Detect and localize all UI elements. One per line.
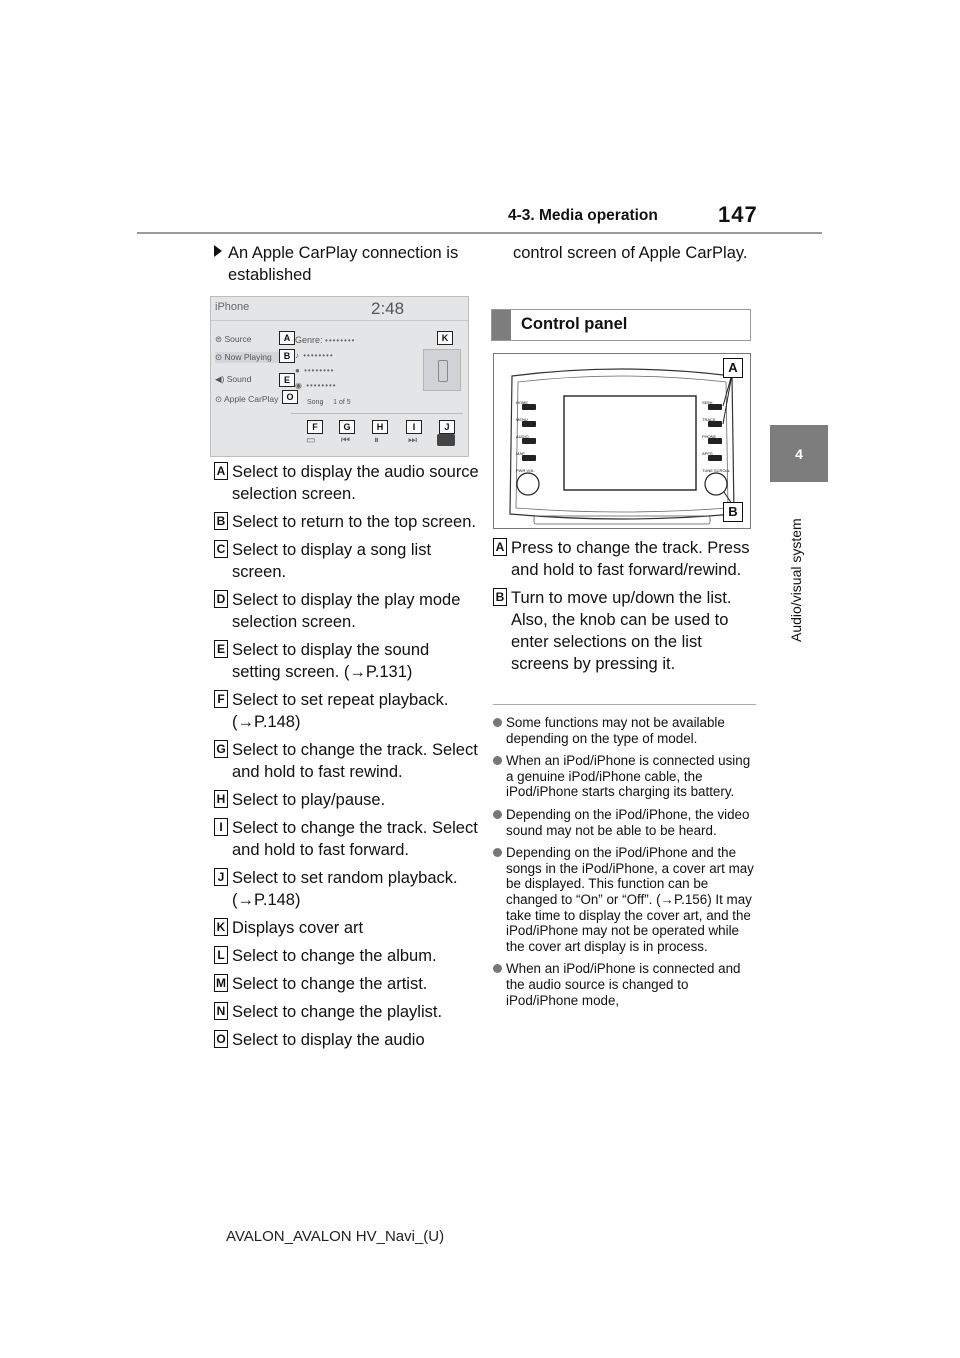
screen-menu-apple-carplay: ⊙ Apple CarPlay bbox=[215, 394, 279, 404]
legend-key: J bbox=[214, 868, 228, 886]
legend-text: Select to display the sound setting screen. (→P.131) bbox=[232, 641, 430, 681]
legend-key: H bbox=[214, 790, 228, 808]
legend-item bbox=[214, 461, 479, 505]
continued-text: control screen of Apple CarPlay. bbox=[513, 244, 748, 262]
chapter-label: Audio/visual system bbox=[788, 518, 804, 642]
usb-icon bbox=[423, 349, 461, 391]
note-text: When an iPod/iPhone is connected using a genuine iPod/iPhone cable, the iPod/iPhone starts charging its battery. bbox=[506, 753, 751, 800]
bullet-icon bbox=[493, 718, 502, 727]
heading-marker bbox=[492, 310, 511, 340]
screen-callout-e: E bbox=[279, 373, 295, 387]
legend-item bbox=[214, 917, 479, 939]
page-number: 147 bbox=[718, 202, 758, 227]
legend-text: Select to change the track. Select and hold to fast forward. bbox=[232, 819, 478, 859]
screen-callout-a: A bbox=[279, 331, 295, 345]
screen-callout-h: H bbox=[372, 420, 388, 434]
bullet-icon bbox=[493, 756, 502, 765]
screen-callout-i: I bbox=[406, 420, 422, 434]
legend-text: Select to display the play mode selection screen. bbox=[232, 591, 461, 631]
notes-divider bbox=[493, 704, 756, 705]
legend-key: I bbox=[214, 818, 228, 836]
section-title: 4-3. Media operation bbox=[508, 207, 658, 224]
legend-key: L bbox=[214, 946, 228, 964]
legend-text: Select to change the album. bbox=[232, 947, 437, 965]
chapter-number: 4 bbox=[795, 445, 803, 462]
bullet-icon bbox=[493, 964, 502, 973]
footer-model: AVALON_AVALON HV_Navi_(U) bbox=[226, 1228, 445, 1245]
chapter-label-wrap bbox=[786, 490, 810, 650]
legend-text: Select to change the track. Select and hold to fast rewind. bbox=[232, 741, 478, 781]
panel-callout-b: B bbox=[723, 502, 743, 522]
condition-heading-text: An Apple CarPlay connection is established bbox=[228, 244, 459, 284]
legend-text: Displays cover art bbox=[232, 919, 364, 937]
legend-key: E bbox=[214, 640, 228, 658]
bullet-icon bbox=[493, 810, 502, 819]
note-text: When an iPod/iPhone is connected and the audio source is changed to iPod/iPhone mode, bbox=[506, 961, 741, 1008]
pause-icon: ⏸ bbox=[374, 435, 379, 446]
legend-key: F bbox=[214, 690, 228, 708]
screen-song-counter: Song 1 of 5 bbox=[307, 399, 351, 406]
screen-legend-list bbox=[214, 461, 479, 1057]
note-text: Depending on the iPod/iPhone and the songs in the iPod/iPhone, a cover art may be displayed. This function can be changed to “On” or “Off”. (→P.156) It may take time to display the cover art, and the iPod/iPhone may not be operated while the cover art display is in process. bbox=[506, 845, 754, 954]
header-rule bbox=[137, 232, 822, 234]
panel-left-labels: HOME MENU AUDIO MAP PWR VOL bbox=[516, 400, 535, 473]
screen-title: iPhone bbox=[215, 301, 250, 313]
screen-callout-k: K bbox=[437, 331, 453, 345]
screen-callout-g: G bbox=[339, 420, 355, 434]
legend-item bbox=[214, 945, 479, 967]
legend-key: C bbox=[214, 540, 228, 558]
legend-text: Press to change the track. Press and hold to fast forward/rewind. bbox=[511, 539, 750, 579]
legend-text: Select to display a song list screen. bbox=[232, 541, 432, 581]
legend-key: A bbox=[214, 462, 228, 480]
panel-callout-a: A bbox=[723, 358, 743, 378]
legend-item bbox=[214, 511, 479, 533]
legend-text: Select to display the audio source selection screen. bbox=[232, 463, 479, 503]
screen-genre: Genre: •••••••• bbox=[295, 335, 356, 345]
screen-album-line: ◉ •••••••• bbox=[295, 381, 337, 390]
legend-text: Select to return to the top screen. bbox=[232, 513, 476, 531]
repeat-icon: ▭ bbox=[306, 435, 316, 446]
chapter-tab bbox=[770, 425, 828, 482]
control-legend-list bbox=[493, 537, 758, 681]
legend-item bbox=[493, 587, 758, 675]
screen-time: 2:48 bbox=[371, 299, 405, 318]
screen-callout-o: O bbox=[282, 390, 298, 404]
note-item bbox=[493, 807, 755, 838]
screen-progress-track bbox=[291, 413, 463, 414]
legend-item bbox=[214, 973, 479, 995]
legend-key: B bbox=[214, 512, 228, 530]
legend-key: D bbox=[214, 590, 228, 608]
forward-icon: ⏭ bbox=[408, 435, 417, 446]
bullet-icon bbox=[493, 848, 502, 857]
legend-text: Select to play/pause. bbox=[232, 791, 386, 809]
screen-callout-j: J bbox=[439, 420, 455, 434]
legend-text: Select to set random playback. (→P.148) bbox=[232, 869, 458, 909]
screen-menu-now-playing: ⊙ Now Playing bbox=[215, 352, 285, 363]
control-panel-illustration bbox=[493, 353, 751, 529]
notes-list bbox=[493, 715, 755, 1015]
legend-key: B bbox=[493, 588, 507, 606]
condition-heading bbox=[214, 242, 479, 286]
legend-key: N bbox=[214, 1002, 228, 1020]
screen-divider bbox=[211, 320, 468, 321]
screen-menu-sound: ◀) Sound bbox=[215, 374, 252, 384]
legend-key: M bbox=[216, 976, 226, 990]
legend-item bbox=[214, 1029, 479, 1051]
legend-key: G bbox=[214, 740, 228, 758]
legend-item bbox=[214, 867, 479, 911]
legend-text: Select to set repeat playback. (→P.148) bbox=[232, 691, 449, 731]
legend-text: Select to change the artist. bbox=[232, 975, 428, 993]
triangle-bullet-icon bbox=[214, 245, 222, 257]
legend-item bbox=[214, 589, 479, 633]
note-text: Some functions may not be available depending on the type of model. bbox=[506, 715, 725, 746]
note-item bbox=[493, 715, 755, 746]
panel-right-labels: SEEK TRACK PHONE APPS TUNE SCROLL bbox=[702, 400, 731, 473]
screen-callout-b: B bbox=[279, 349, 295, 363]
screen-callout-f: F bbox=[307, 420, 323, 434]
legend-item bbox=[493, 537, 758, 581]
note-item bbox=[493, 753, 755, 800]
screen-menu-source: ⊜ Source bbox=[215, 334, 252, 344]
screen-track-line: ♪ •••••••• bbox=[295, 351, 334, 360]
legend-item bbox=[214, 639, 479, 683]
legend-item bbox=[214, 1001, 479, 1023]
carplay-screen-illustration bbox=[210, 296, 469, 457]
note-text: Depending on the iPod/iPhone, the video sound may not be able to be heard. bbox=[506, 806, 750, 838]
legend-key: A bbox=[493, 538, 507, 556]
legend-key: O bbox=[214, 1030, 228, 1048]
legend-item bbox=[214, 817, 479, 861]
legend-item bbox=[214, 739, 479, 783]
control-panel-heading-box bbox=[491, 309, 751, 341]
legend-item bbox=[214, 539, 479, 583]
legend-key: K bbox=[214, 918, 228, 936]
legend-text: Turn to move up/down the list. Also, the knob can be used to enter selections on the list screens by pressing it. bbox=[511, 589, 732, 673]
legend-item bbox=[214, 789, 479, 811]
screen-artist-line: ● •••••••• bbox=[295, 366, 335, 375]
shuffle-icon bbox=[437, 434, 455, 446]
legend-item bbox=[214, 689, 479, 733]
rewind-icon: ⏮ bbox=[341, 435, 350, 446]
control-panel-heading: Control panel bbox=[521, 315, 628, 333]
note-item bbox=[493, 961, 755, 1008]
legend-text: Select to display the audio bbox=[232, 1031, 425, 1049]
note-item bbox=[493, 845, 755, 954]
legend-text: Select to change the playlist. bbox=[232, 1003, 443, 1021]
